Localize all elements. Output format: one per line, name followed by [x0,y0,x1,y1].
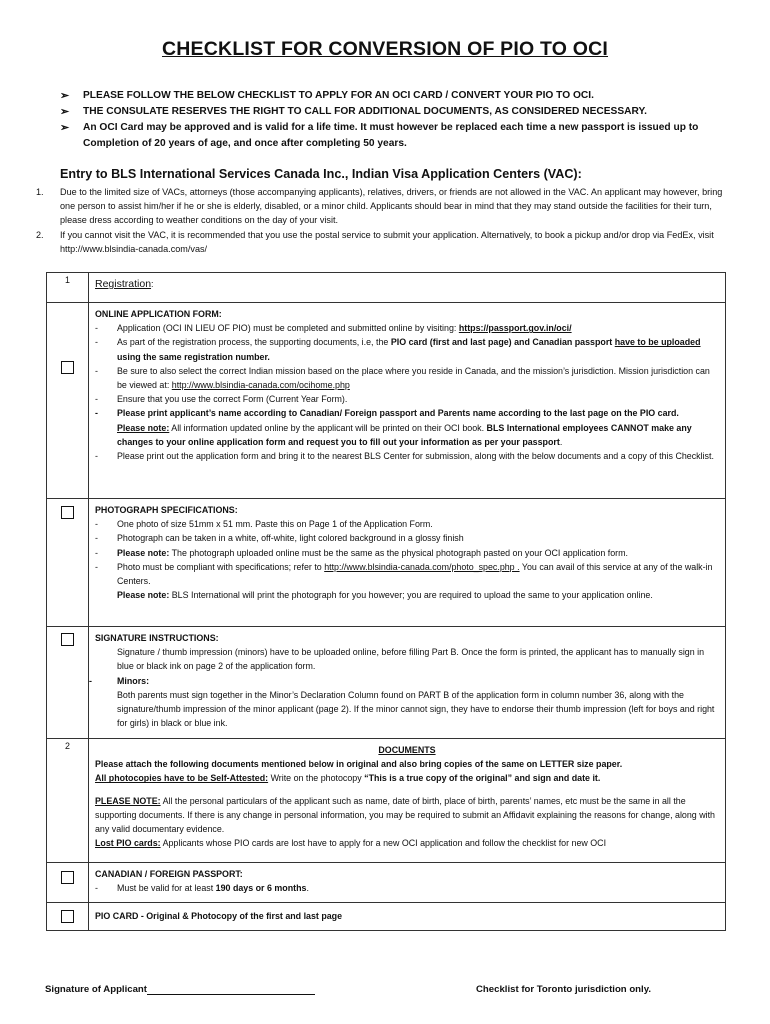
list-item: - One photo of size 51mm x 51 mm. Paste this on Page 1 of the Application Form. [95,519,433,530]
photo-heading: PHOTOGRAPH SPECIFICATIONS: [95,505,238,515]
list-item: - Application (OCI IN LIEU OF PIO) must be completed and submitted online by visiting: https://passport.gov.in/oci/ [95,323,572,334]
table-row [47,903,726,931]
self-attest-line: All photocopies have to be Self-Attested: Write on the photocopy “This is a true copy of the original” and sign and date it. [95,773,601,784]
page-title: CHECKLIST FOR CONVERSION OF PIO TO OCI [161,38,609,60]
online-form-checkbox[interactable] [61,361,74,374]
table-row [47,273,726,303]
checkbox-cell [47,903,89,931]
checklist-table [46,272,726,931]
table-row [47,627,726,739]
registration-label: Registration [95,278,152,290]
section-number: 1 [47,273,89,303]
arrow-bullet-icon: ➢ [60,90,70,102]
photo-spec-link[interactable]: http://www.blsindia-canada.com/photo_spec.php . [324,561,520,572]
list-item: - As part of the registration process, the supporting documents, i.e, the PIO card (first and last page) and Canadian passport have to be uploaded using the same registration number. [95,337,701,362]
list-item: - Ensure that you use the correct Form (Current Year Form). [95,394,348,405]
table-row [47,739,726,863]
photo-note: Please note: BLS International will print the photograph for you however; you are required to upload the same to your application online. [117,590,653,601]
photo-checkbox[interactable] [61,506,74,519]
pio-card-section [89,903,726,931]
online-form-heading: ONLINE APPLICATION FORM: [95,309,222,319]
pio-card-text: PIO CARD - Original & Photocopy of the first and last page [95,911,343,921]
signature-checkbox[interactable] [61,633,74,646]
signature-line[interactable] [147,984,315,995]
checkbox-cell [47,303,89,499]
list-item: - Photograph can be taken in a white, off-white, light colored background in a glossy finish [95,533,464,544]
list-item: - Please print out the application form and bring it to the nearest BLS Center for submission, along with the below documents and a copy of this Checklist. [95,451,714,462]
table-row [47,499,726,627]
entry-list [36,185,726,256]
passport-checkbox[interactable] [61,871,74,884]
arrow-bullet-icon: ➢ [60,122,70,134]
entry-heading: Entry to BLS International Services Canada Inc., Indian Visa Application Centers (VAC): [60,167,582,181]
instruction-bullets [60,88,720,152]
list-item: - Photo must be compliant with specifications; refer to http://www.blsindia-canada.com/photo_spec.php . You can avail of this service at any of the walk-in Centers. [95,561,713,587]
table-row [47,863,726,903]
list-item: 1. Due to the limited size of VACs, attorneys (those accompanying applicants), relatives, drivers, or friends are not allowed in the VAC. An applicant may however, bring one person to assist him/her if he or she is elderly, disabled, or a minor child. Applicants should bear in mind that they may stand outside the facilities for their turn, please dress according to weather conditions on the day of your visit. [36,187,723,226]
signature-section [89,627,726,739]
list-item: - Must be valid for at least 190 days or 6 months. [95,883,309,894]
bullet-item: ➢ THE CONSULATE RESERVES THE RIGHT TO CALL FOR ADDITIONAL DOCUMENTS, AS CONSIDERED NECESSARY. [60,106,647,118]
checkbox-cell [47,863,89,903]
minors-text: Both parents must sign together in the Minor’s Declaration Column found on PART B of the application form in column number 36, along with the signature/thumb impression of the minor applicant (page 2). If the minor cannot sign, they have to endorse their thumb impression (left for boys and right for girls) in black or blue ink. [117,689,715,729]
passport-link[interactable]: https://passport.gov.in/oci/ [458,323,572,334]
documents-instruction: Please attach the following documents mentioned below in original and also bring copies of the same on LETTER size paper. [95,759,623,770]
mission-link[interactable]: http://www.blsindia-canada.com/ocihome.php [171,380,350,391]
table-row [47,303,726,499]
checkbox-cell [47,499,89,627]
bullet-item: ➢ PLEASE FOLLOW THE BELOW CHECKLIST TO APPLY FOR AN OCI CARD / CONVERT YOUR PIO TO OCI. [60,90,594,102]
checkbox-cell [47,627,89,739]
bullet-item: ➢ An OCI Card may be approved and is valid for a life time. It must however be replaced each time a new passport is issued up to Completion of 20 years of age, and once after completing 50 years. [60,122,699,149]
documents-section [89,739,726,863]
minors-label: - Minors: [89,675,150,686]
passport-section [89,863,726,903]
signature-text: Signature / thumb impression (minors) have to be uploaded online, before filling Part B. Once the form is printed, the applicant has to manually sign in blue or black ink on page 2 of the application form. [117,647,705,672]
passport-heading: CANADIAN / FOREIGN PASSPORT: [95,869,243,879]
arrow-bullet-icon: ➢ [60,106,70,118]
documents-note: PLEASE NOTE: All the personal particulars of the applicant such as name, date of birth, place of birth, parents’ names, etc must be the same in all the supporting documents. If there is any change in personal information, you may be required to submit an Affidavit explaining the reasons for change, along with any valid documentary evidence. [95,795,715,835]
documents-heading: DOCUMENTS [378,745,436,755]
list-item: - Be sure to also select the correct Indian mission based on the place where you reside in Canada, and the mission’s jurisdiction. Mission jurisdiction can be viewed at: http://www.blsindia-canada.com/ocihome.php [95,365,710,391]
signature-heading: SIGNATURE INSTRUCTIONS: [95,633,219,643]
section-number: 2 [47,739,89,863]
list-item: - Please note: The photograph uploaded online must be the same as the physical photograph pasted on your OCI application form. [95,547,628,558]
list-item: 2. If you cannot visit the VAC, it is recommended that you use the postal service to submit your application. Alternatively, to book a pickup and/or drop via FedEx, visit http://www.blsindia-canada.com/vas/ [36,229,714,254]
jurisdiction-note: Checklist for Toronto jurisdiction only. [476,984,652,995]
pio-card-checkbox[interactable] [61,910,74,923]
signature-of-applicant: Signature of Applicant [45,984,315,995]
photo-section [89,499,726,627]
lost-pio-note: Lost PIO cards: Applicants whose PIO cards are lost have to apply for a new OCI application and follow the checklist for new OCI [95,838,607,849]
list-item: - Please print applicant’s name according to Canadian/ Foreign passport and Parents name according to the last page on the PIO card. [95,408,679,419]
online-form-section [89,303,726,499]
registration-header: Registration: [89,273,726,303]
online-note: Please note: All information updated online by the applicant will be printed on their OCI book. BLS International employees CANNOT make any changes to your online application form and request you to fill out your information as per your passport. [117,422,692,447]
